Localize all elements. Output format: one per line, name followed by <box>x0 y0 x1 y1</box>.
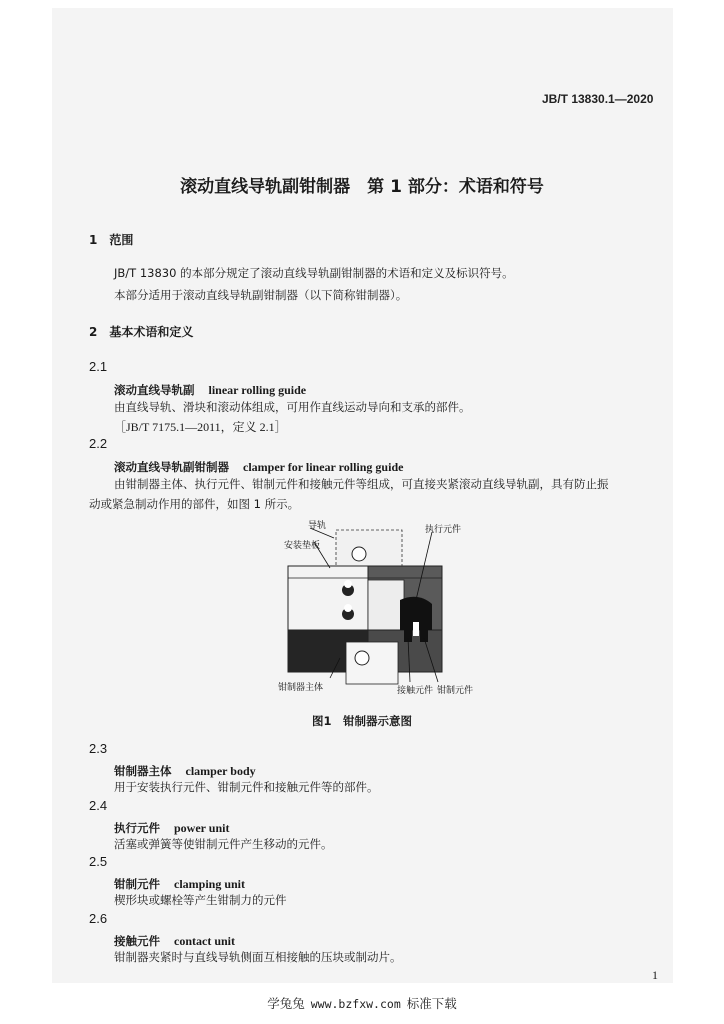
figure-label-power-unit: 执行元件 <box>425 525 462 535</box>
term-cn: 滚动直线导轨副 <box>114 383 195 397</box>
term-en: clamper for linear rolling guide <box>243 460 404 474</box>
term-heading <box>114 817 229 836</box>
term-cn: 滚动直线导轨副钳制器 <box>114 460 229 474</box>
section-title: 基本术语和定义 <box>109 325 194 339</box>
document-title: 滚动直线导轨副钳制器 第 1 部分：术语和符号 <box>180 177 544 197</box>
section-1-heading <box>89 231 133 248</box>
term-number: 2.3 <box>89 741 108 756</box>
footer-brand: 学兔兔 <box>267 996 305 1011</box>
term-heading <box>114 456 403 475</box>
body-upper-left <box>288 566 368 630</box>
footer-watermark[interactable] <box>0 994 724 1012</box>
term-en: linear rolling guide <box>208 383 307 397</box>
standard-code: JB/T 13830.1—2020 <box>542 92 654 106</box>
term-en: contact unit <box>174 934 235 948</box>
footer-tagline: 标准下载 <box>406 996 457 1011</box>
section-title: 范围 <box>109 233 134 247</box>
term-reference: ［JB/T 7175.1—2011，定义 2.1］ <box>114 420 287 434</box>
term-en: clamper body <box>185 764 256 778</box>
term-cn: 执行元件 <box>114 821 160 835</box>
term-cn: 钳制器主体 <box>114 764 172 778</box>
term-number: 2.5 <box>89 854 108 869</box>
term-definition: 由钳制器主体、执行元件、钳制元件和接触元件等组成，可直接夹紧滚动直线导轨副，具有防止振 <box>114 477 609 491</box>
section-2-heading <box>89 323 193 340</box>
figure-label-body: 钳制器主体 <box>278 683 324 693</box>
term-definition: 活塞或弹簧等使钳制元件产生移动的元件。 <box>114 837 333 851</box>
term-heading <box>114 379 306 398</box>
paragraph: 本部分适用于滚动直线导轨副钳制器（以下简称钳制器）。 <box>114 288 408 302</box>
figure-label-mount-plate: 安装垫板 <box>284 541 321 551</box>
section-number: 2 <box>89 325 98 339</box>
figure-label-rail: 导轨 <box>308 521 327 531</box>
term-heading <box>114 873 245 892</box>
figure-label-clamp: 钳制元件 <box>437 686 474 696</box>
term-cn: 钳制元件 <box>114 877 160 891</box>
page-number: 1 <box>652 968 658 982</box>
bolt-hole-icon <box>352 547 366 561</box>
rail-bottom <box>346 642 398 684</box>
term-cn: 接触元件 <box>114 934 160 948</box>
section-number: 1 <box>89 233 98 247</box>
term-number: 2.2 <box>89 436 108 451</box>
term-heading <box>114 930 235 949</box>
term-heading <box>114 760 256 779</box>
term-definition: 钳制器夹紧时与直线导轨侧面互相接触的压块或制动片。 <box>114 950 402 964</box>
term-definition-cont: 动或紧急制动作用的部件，如图 1 所示。 <box>89 497 300 511</box>
term-en: power unit <box>174 821 230 835</box>
term-number: 2.6 <box>89 911 108 926</box>
term-definition: 楔形块或螺栓等产生钳制力的元件 <box>114 893 287 907</box>
term-en: clamping unit <box>174 877 246 891</box>
figure-caption: 图1 钳制器示意图 <box>311 714 412 728</box>
bolt-hole-icon <box>355 651 369 665</box>
term-number: 2.1 <box>89 359 108 374</box>
term-number: 2.4 <box>89 798 108 813</box>
term-definition: 用于安装执行元件、钳制元件和接触元件等的部件。 <box>114 780 379 794</box>
paragraph: JB/T 13830 的本部分规定了滚动直线导轨副钳制器的术语和定义及标识符号。 <box>114 266 514 280</box>
footer-site-link[interactable]: www.bzfxw.com <box>310 997 401 1011</box>
figure-label-contact: 接触元件 <box>397 686 434 696</box>
rail-slot <box>368 580 404 630</box>
term-definition: 由直线导轨、滑块和滚动体组成，可用作直线运动导向和支承的部件。 <box>114 400 471 414</box>
